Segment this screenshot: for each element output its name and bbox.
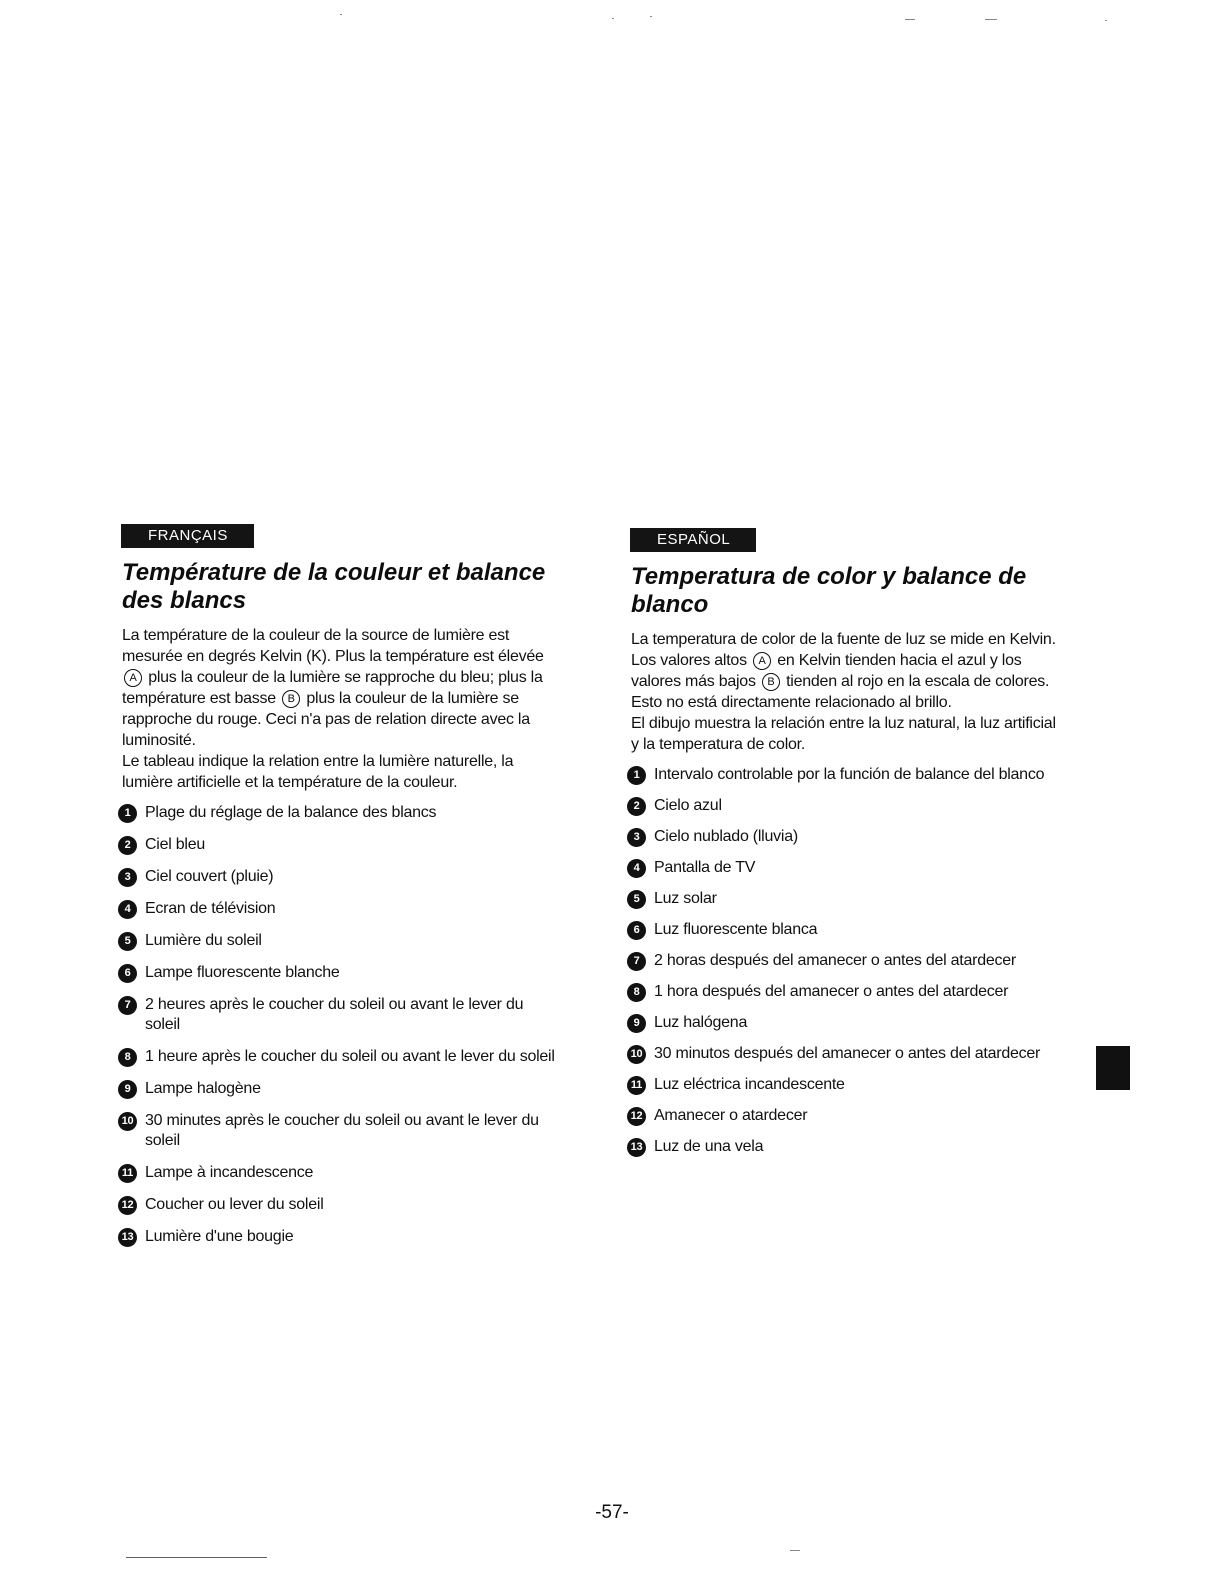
- number-badge-icon: 6: [118, 964, 137, 983]
- list-item: 1 Plage du réglage de la balance des blancs: [118, 803, 558, 823]
- language-tag-french: FRANÇAIS: [121, 524, 254, 548]
- list-item: 3 Cielo nublado (lluvia): [627, 827, 1067, 847]
- number-badge-icon: 7: [118, 996, 137, 1015]
- page-number: -57-: [595, 1502, 629, 1523]
- circled-letter-b-icon: B: [282, 690, 300, 708]
- number-badge-icon: 10: [118, 1112, 137, 1131]
- table-note-french: Le tableau indique la relation entre la lumière naturelle, la lumière artificielle et la température de la couleur.: [122, 753, 514, 791]
- list-item: 4 Ecran de télévision: [118, 899, 558, 919]
- circled-letter-a-icon: A: [124, 669, 142, 687]
- list-item: 7 2 horas después del amanecer o antes del atardecer: [627, 951, 1067, 971]
- list-item: 9 Lampe halogène: [118, 1079, 558, 1099]
- list-item: 10 30 minutes après le coucher du soleil ou avant le lever du soleil: [118, 1111, 558, 1151]
- list-item: 4 Pantalla de TV: [627, 858, 1067, 878]
- intro-paragraph-french: La température de la couleur de la source de lumière est mesurée en degrés Kelvin (K). Plus la température est élevée A plus la couleur de la lumière se rapproche du bleu; plus la température est basse B plus la couleur de la lumière se rapproche du rouge. Ceci n'a pas de relation directe avec la luminosité.: [122, 627, 544, 749]
- list-item: 1 Intervalo controlable por la función de balance del blanco: [627, 765, 1067, 785]
- language-tag-spanish: ESPAÑOL: [630, 528, 756, 552]
- list-item: 10 30 minutos después del amanecer o antes del atardecer: [627, 1044, 1067, 1064]
- list-item: 13 Luz de una vela: [627, 1137, 1067, 1157]
- list-item: 7 2 heures après le coucher du soleil ou avant le lever du soleil: [118, 995, 558, 1035]
- list-item: 11 Luz eléctrica incandescente: [627, 1075, 1067, 1095]
- scan-speck: [1105, 20, 1107, 21]
- legend-list-french: [118, 803, 558, 1247]
- list-item: 2 Cielo azul: [627, 796, 1067, 816]
- section-edge-marker: [1096, 1046, 1130, 1090]
- number-badge-icon: 2: [627, 797, 646, 816]
- number-badge-icon: 6: [627, 921, 646, 940]
- footer-rule: [126, 1557, 267, 1558]
- number-badge-icon: 13: [627, 1138, 646, 1157]
- number-badge-icon: 1: [627, 766, 646, 785]
- scan-speck: [650, 16, 652, 17]
- list-item: 3 Ciel couvert (pluie): [118, 867, 558, 887]
- list-item: 6 Lampe fluorescente blanche: [118, 963, 558, 983]
- list-item: 11 Lampe à incandescence: [118, 1163, 558, 1183]
- list-item: 8 1 hora después del amanecer o antes del atardecer: [627, 982, 1067, 1002]
- number-badge-icon: 12: [118, 1196, 137, 1215]
- number-badge-icon: 13: [118, 1228, 137, 1247]
- list-item: 2 Ciel bleu: [118, 835, 558, 855]
- list-item: 6 Luz fluorescente blanca: [627, 920, 1067, 940]
- number-badge-icon: 9: [627, 1014, 646, 1033]
- list-item: 12 Amanecer o atardecer: [627, 1106, 1067, 1126]
- list-item: 8 1 heure après le coucher du soleil ou avant le lever du soleil: [118, 1047, 558, 1067]
- number-badge-icon: 4: [627, 859, 646, 878]
- number-badge-icon: 1: [118, 804, 137, 823]
- list-item: 12 Coucher ou lever du soleil: [118, 1195, 558, 1215]
- scan-speck: [905, 19, 915, 20]
- section-title-spanish: Temperatura de color y balance de blanco: [631, 563, 1027, 618]
- number-badge-icon: 8: [118, 1048, 137, 1067]
- number-badge-icon: 11: [118, 1164, 137, 1183]
- number-badge-icon: 8: [627, 983, 646, 1002]
- circled-letter-b-icon: B: [762, 673, 780, 691]
- scan-speck: [985, 19, 997, 20]
- number-badge-icon: 11: [627, 1076, 646, 1095]
- number-badge-icon: 4: [118, 900, 137, 919]
- number-badge-icon: 3: [118, 868, 137, 887]
- list-item: 9 Luz halógena: [627, 1013, 1067, 1033]
- list-item: 5 Lumière du soleil: [118, 931, 558, 951]
- legend-list-spanish: [627, 765, 1067, 1157]
- intro-paragraph-spanish: La temperatura de color de la fuente de luz se mide en Kelvin. Los valores altos A en Kelvin tienden hacia el azul y los valores más bajos B tienden al rojo en la escala de colores. Esto no está directamente relacionado al brillo.: [631, 631, 1056, 711]
- number-badge-icon: 10: [627, 1045, 646, 1064]
- french-column: [118, 524, 558, 1259]
- circled-letter-a-icon: A: [753, 652, 771, 670]
- number-badge-icon: 5: [627, 890, 646, 909]
- number-badge-icon: 7: [627, 952, 646, 971]
- number-badge-icon: 9: [118, 1080, 137, 1099]
- scan-speck: [790, 1550, 800, 1551]
- scan-speck: [340, 14, 342, 15]
- list-item: 13 Lumière d'une bougie: [118, 1227, 558, 1247]
- scan-speck: [612, 18, 614, 19]
- list-item: 5 Luz solar: [627, 889, 1067, 909]
- number-badge-icon: 2: [118, 836, 137, 855]
- number-badge-icon: 12: [627, 1107, 646, 1126]
- number-badge-icon: 3: [627, 828, 646, 847]
- spanish-column: [627, 528, 1067, 1168]
- table-note-spanish: El dibujo muestra la relación entre la luz natural, la luz artificial y la temperatura de color.: [631, 715, 1056, 753]
- section-title-french: Température de la couleur et balance des blancs: [122, 559, 546, 614]
- number-badge-icon: 5: [118, 932, 137, 951]
